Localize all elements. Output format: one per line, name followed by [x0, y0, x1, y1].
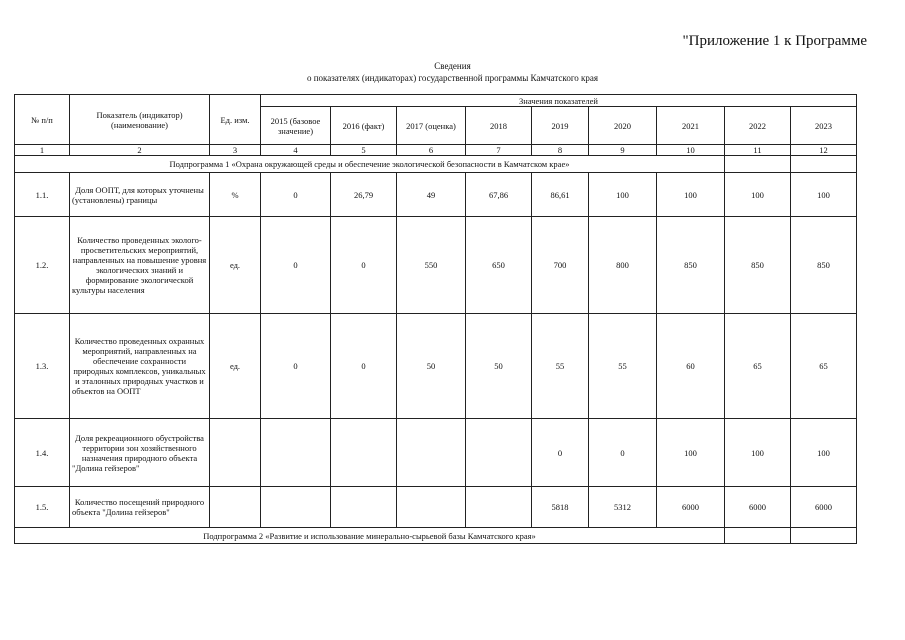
- indicators-table: [14, 94, 857, 544]
- subprogram-row: [15, 156, 857, 173]
- subprogram-1-title: Подпрограмма 1 «Охрана окружающей среды и обеспечение экологической безопасности в Камчатском крае»: [15, 156, 725, 173]
- value-cell: 800: [589, 217, 657, 314]
- value-cell: 100: [725, 419, 791, 487]
- indicator-name: Количество посещений природного объекта "Долина гейзеров": [70, 487, 210, 528]
- row-number: 1.2.: [15, 217, 70, 314]
- value-cell: 55: [532, 314, 589, 419]
- header-year: 2022: [725, 107, 791, 145]
- column-number: 6: [397, 145, 466, 156]
- value-cell: [331, 419, 397, 487]
- value-cell: 650: [466, 217, 532, 314]
- subprogram-2-title: Подпрограмма 2 «Развитие и использование минерально-сырьевой базы Камчатского края»: [15, 528, 725, 544]
- unit-cell: [210, 487, 261, 528]
- value-cell: 0: [532, 419, 589, 487]
- value-cell: 65: [791, 314, 857, 419]
- value-cell: 86,61: [532, 173, 589, 217]
- appendix-title: "Приложение 1 к Программе: [682, 33, 867, 49]
- empty-cell: [791, 156, 857, 173]
- value-cell: 100: [657, 419, 725, 487]
- value-cell: 65: [725, 314, 791, 419]
- empty-cell: [725, 156, 791, 173]
- value-cell: 0: [261, 314, 331, 419]
- table-row: [15, 487, 857, 528]
- value-cell: [261, 419, 331, 487]
- empty-cell: [725, 528, 791, 544]
- value-cell: 5312: [589, 487, 657, 528]
- value-cell: 850: [791, 217, 857, 314]
- value-cell: 0: [261, 217, 331, 314]
- value-cell: 0: [331, 314, 397, 419]
- value-cell: 6000: [657, 487, 725, 528]
- value-cell: 850: [725, 217, 791, 314]
- header-year: 2018: [466, 107, 532, 145]
- indicator-name: Доля ООПТ, для которых уточнены (установлены) границы: [70, 173, 210, 217]
- value-cell: 100: [791, 173, 857, 217]
- value-cell: 850: [657, 217, 725, 314]
- column-number: 9: [589, 145, 657, 156]
- value-cell: 60: [657, 314, 725, 419]
- header-year: 2017 (оценка): [397, 107, 466, 145]
- value-cell: 100: [589, 173, 657, 217]
- header-year: 2023: [791, 107, 857, 145]
- header-year: 2021: [657, 107, 725, 145]
- header-num: № п/п: [15, 95, 70, 145]
- column-number: 4: [261, 145, 331, 156]
- indicator-name: Количество проведенных охранных мероприятий, направленных на обеспечение сохранности природных комплексов, уникальных и эталонных природных участков и объектов на ООПТ: [70, 314, 210, 419]
- value-cell: 100: [725, 173, 791, 217]
- value-cell: 50: [466, 314, 532, 419]
- row-number: 1.1.: [15, 173, 70, 217]
- value-cell: [466, 419, 532, 487]
- header-row-1: [15, 95, 857, 107]
- value-cell: 100: [657, 173, 725, 217]
- value-cell: 0: [589, 419, 657, 487]
- value-cell: [397, 487, 466, 528]
- header-year: 2019: [532, 107, 589, 145]
- value-cell: 55: [589, 314, 657, 419]
- value-cell: [261, 487, 331, 528]
- header-unit: Ед. изм.: [210, 95, 261, 145]
- column-number: 11: [725, 145, 791, 156]
- empty-cell: [791, 528, 857, 544]
- column-number: 5: [331, 145, 397, 156]
- column-number: 1: [15, 145, 70, 156]
- table-row: [15, 314, 857, 419]
- column-number: 8: [532, 145, 589, 156]
- unit-cell: [210, 419, 261, 487]
- header-year: 2015 (базовое значение): [261, 107, 331, 145]
- indicator-name: Доля рекреационного обустройства территории зон хозяйственного назначения природного объекта "Долина гейзеров": [70, 419, 210, 487]
- value-cell: [466, 487, 532, 528]
- document-subtitle: о показателях (индикаторах) государственной программы Камчатского края: [306, 73, 599, 83]
- value-cell: 50: [397, 314, 466, 419]
- table-row: [15, 173, 857, 217]
- column-number: 2: [70, 145, 210, 156]
- document-title: Сведения: [434, 61, 471, 71]
- header-indicator: Показатель (индикатор) (наименование): [70, 95, 210, 145]
- column-number: 10: [657, 145, 725, 156]
- value-cell: 100: [791, 419, 857, 487]
- value-cell: [397, 419, 466, 487]
- column-number-row: [15, 145, 857, 156]
- indicator-name: Количество проведенных эколого-просветительских мероприятий, направленных на повышение уровня экологических знаний и формирование экологической культуры населения: [70, 217, 210, 314]
- unit-cell: %: [210, 173, 261, 217]
- value-cell: 0: [331, 217, 397, 314]
- value-cell: 5818: [532, 487, 589, 528]
- column-number: 3: [210, 145, 261, 156]
- row-number: 1.4.: [15, 419, 70, 487]
- value-cell: 26,79: [331, 173, 397, 217]
- row-number: 1.5.: [15, 487, 70, 528]
- subprogram-row: [15, 528, 857, 544]
- unit-cell: ед.: [210, 217, 261, 314]
- table-row: [15, 419, 857, 487]
- column-number: 7: [466, 145, 532, 156]
- header-year: 2016 (факт): [331, 107, 397, 145]
- value-cell: 550: [397, 217, 466, 314]
- value-cell: 6000: [725, 487, 791, 528]
- value-cell: [331, 487, 397, 528]
- value-cell: 6000: [791, 487, 857, 528]
- value-cell: 67,86: [466, 173, 532, 217]
- table-row: [15, 217, 857, 314]
- header-values-group: Значения показателей: [261, 95, 857, 107]
- column-number: 12: [791, 145, 857, 156]
- value-cell: 0: [261, 173, 331, 217]
- row-number: 1.3.: [15, 314, 70, 419]
- unit-cell: ед.: [210, 314, 261, 419]
- value-cell: 700: [532, 217, 589, 314]
- value-cell: 49: [397, 173, 466, 217]
- header-year: 2020: [589, 107, 657, 145]
